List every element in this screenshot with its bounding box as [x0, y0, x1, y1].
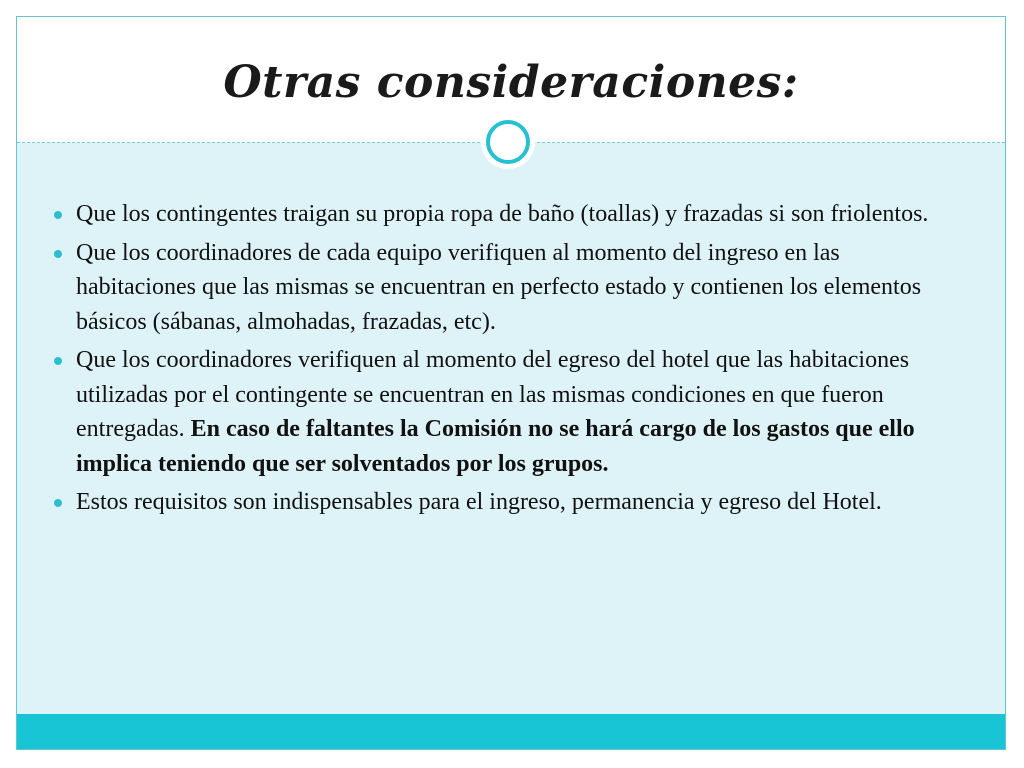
slide-title: Otras consideraciones: [223, 57, 799, 108]
bullet-item [54, 197, 964, 232]
bullet-text: Que los coordinadores verifiquen al momento del egreso del hotel que las habitaciones utilizadas por el contingente se encuentran en las mismas condiciones en que fueron entregadas. [76, 347, 910, 442]
bullet-text: Que los coordinadores de cada equipo verifiquen al momento del ingreso en las habitaciones que las mismas se encuentran en perfecto estado y contienen los elementos básicos (sábanas, almohadas, frazadas, etc). [76, 239, 922, 335]
bullet-list [54, 197, 964, 524]
ring-shape [486, 120, 530, 164]
bullet-text: Que los contingentes traigan su propia ropa de baño (toallas) y frazadas si son friolentos. [76, 201, 929, 227]
bullet-item [54, 485, 964, 520]
circle-ring-icon [481, 115, 535, 169]
bullet-item [54, 343, 964, 481]
bullet-dot-icon [54, 357, 62, 365]
bullet-dot-icon [54, 211, 62, 219]
footer-band [17, 714, 1005, 749]
bullet-dot-icon [54, 250, 62, 258]
bullet-text: Estos requisitos son indispensables para el ingreso, permanencia y egreso del Hotel. [76, 489, 882, 515]
bullet-item [54, 236, 964, 340]
bullet-dot-icon [54, 499, 62, 507]
bullet-emphasis-text: En caso de faltantes la Comisión no se hará cargo de los gastos que ello implica teniendo que ser solventados por los grupos. [76, 416, 915, 477]
